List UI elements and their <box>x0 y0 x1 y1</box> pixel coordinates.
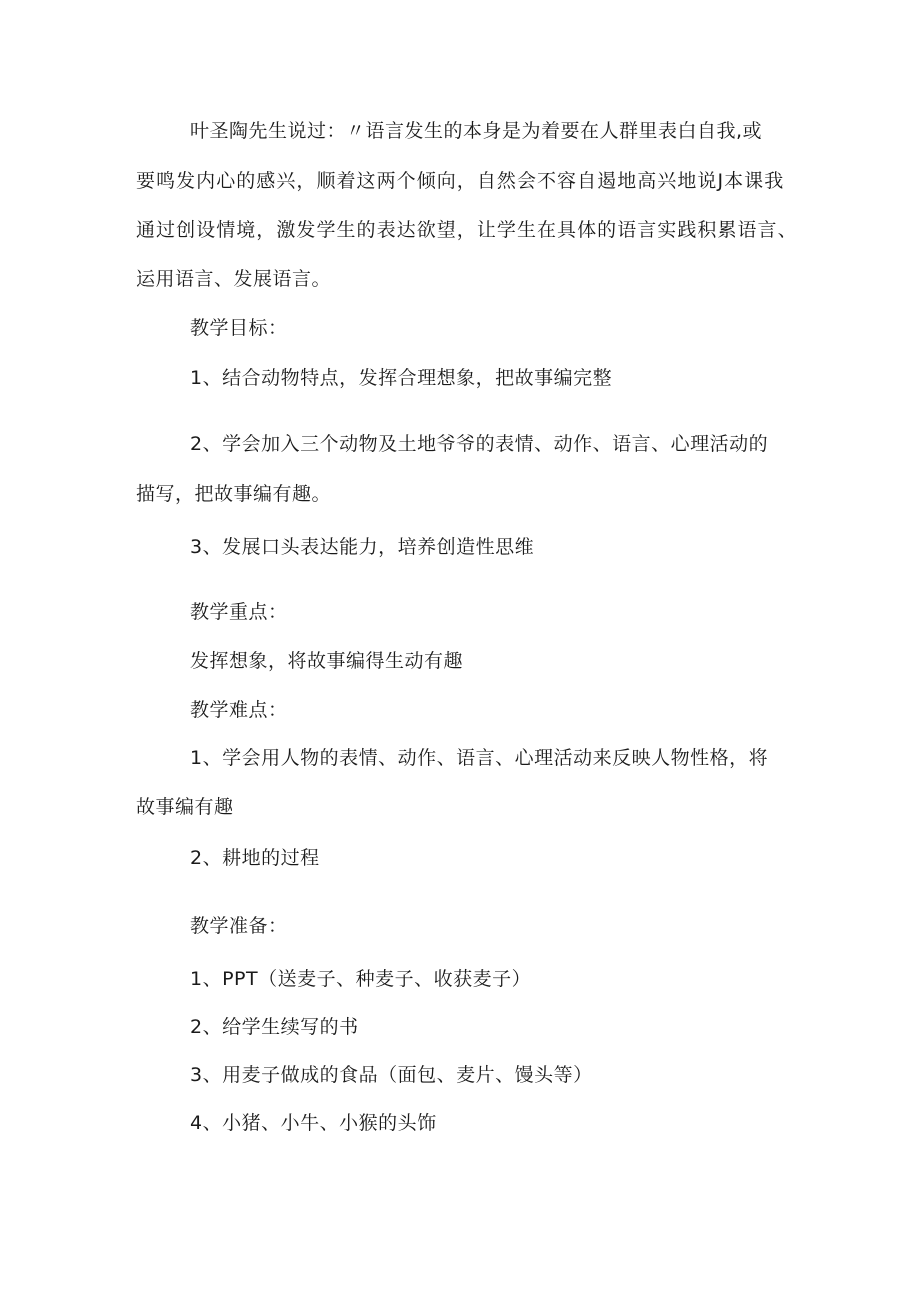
difficulty-item-1-line-1: 1、学会用人物的表情、动作、语言、心理活动来反映人物性格，将 <box>190 747 769 769</box>
objective-item-3: 3、发展口头表达能力，培养创造性思维 <box>190 536 535 558</box>
objective-item-2-line-1: 2、学会加入三个动物及土地爷爷的表情、动作、语言、心理活动的 <box>190 433 769 455</box>
difficulty-item-2: 2、耕地的过程 <box>190 847 320 869</box>
objective-item-1: 1、结合动物特点，发挥合理想象，把故事编完整 <box>190 367 613 389</box>
key-points-heading: 教学重点： <box>190 601 288 623</box>
intro-line-1: 叶圣陶先生说过：〃语言发生的本身是为着要在人群里表白自我,或 <box>190 120 763 142</box>
intro-line-3: 通过创设情境，激发学生的表达欲望，让学生在具体的语言实践积累语言、 <box>136 219 798 241</box>
key-points-content: 发挥想象，将故事编得生动有趣 <box>190 650 464 672</box>
difficulties-heading: 教学难点： <box>190 699 288 721</box>
preparation-item-4: 4、小猪、小牛、小猴的头饰 <box>190 1112 437 1134</box>
objectives-heading: 教学目标： <box>190 317 288 339</box>
intro-line-2: 要鸣发内心的感兴，顺着这两个倾向，自然会不容自遏地高兴地说J本课我 <box>136 170 785 192</box>
objective-item-2-line-2: 描写，把故事编有趣。 <box>136 483 332 505</box>
preparation-item-1: 1、PPT（送麦子、种麦子、收获麦子） <box>190 968 532 990</box>
preparation-heading: 教学准备： <box>190 915 288 937</box>
intro-line-4: 运用语言、发展语言。 <box>136 268 332 290</box>
preparation-item-3: 3、用麦子做成的食品（面包、麦片、馒头等） <box>190 1064 593 1086</box>
difficulty-item-1-line-2: 故事编有趣 <box>136 796 234 818</box>
preparation-item-2: 2、给学生续写的书 <box>190 1016 359 1038</box>
